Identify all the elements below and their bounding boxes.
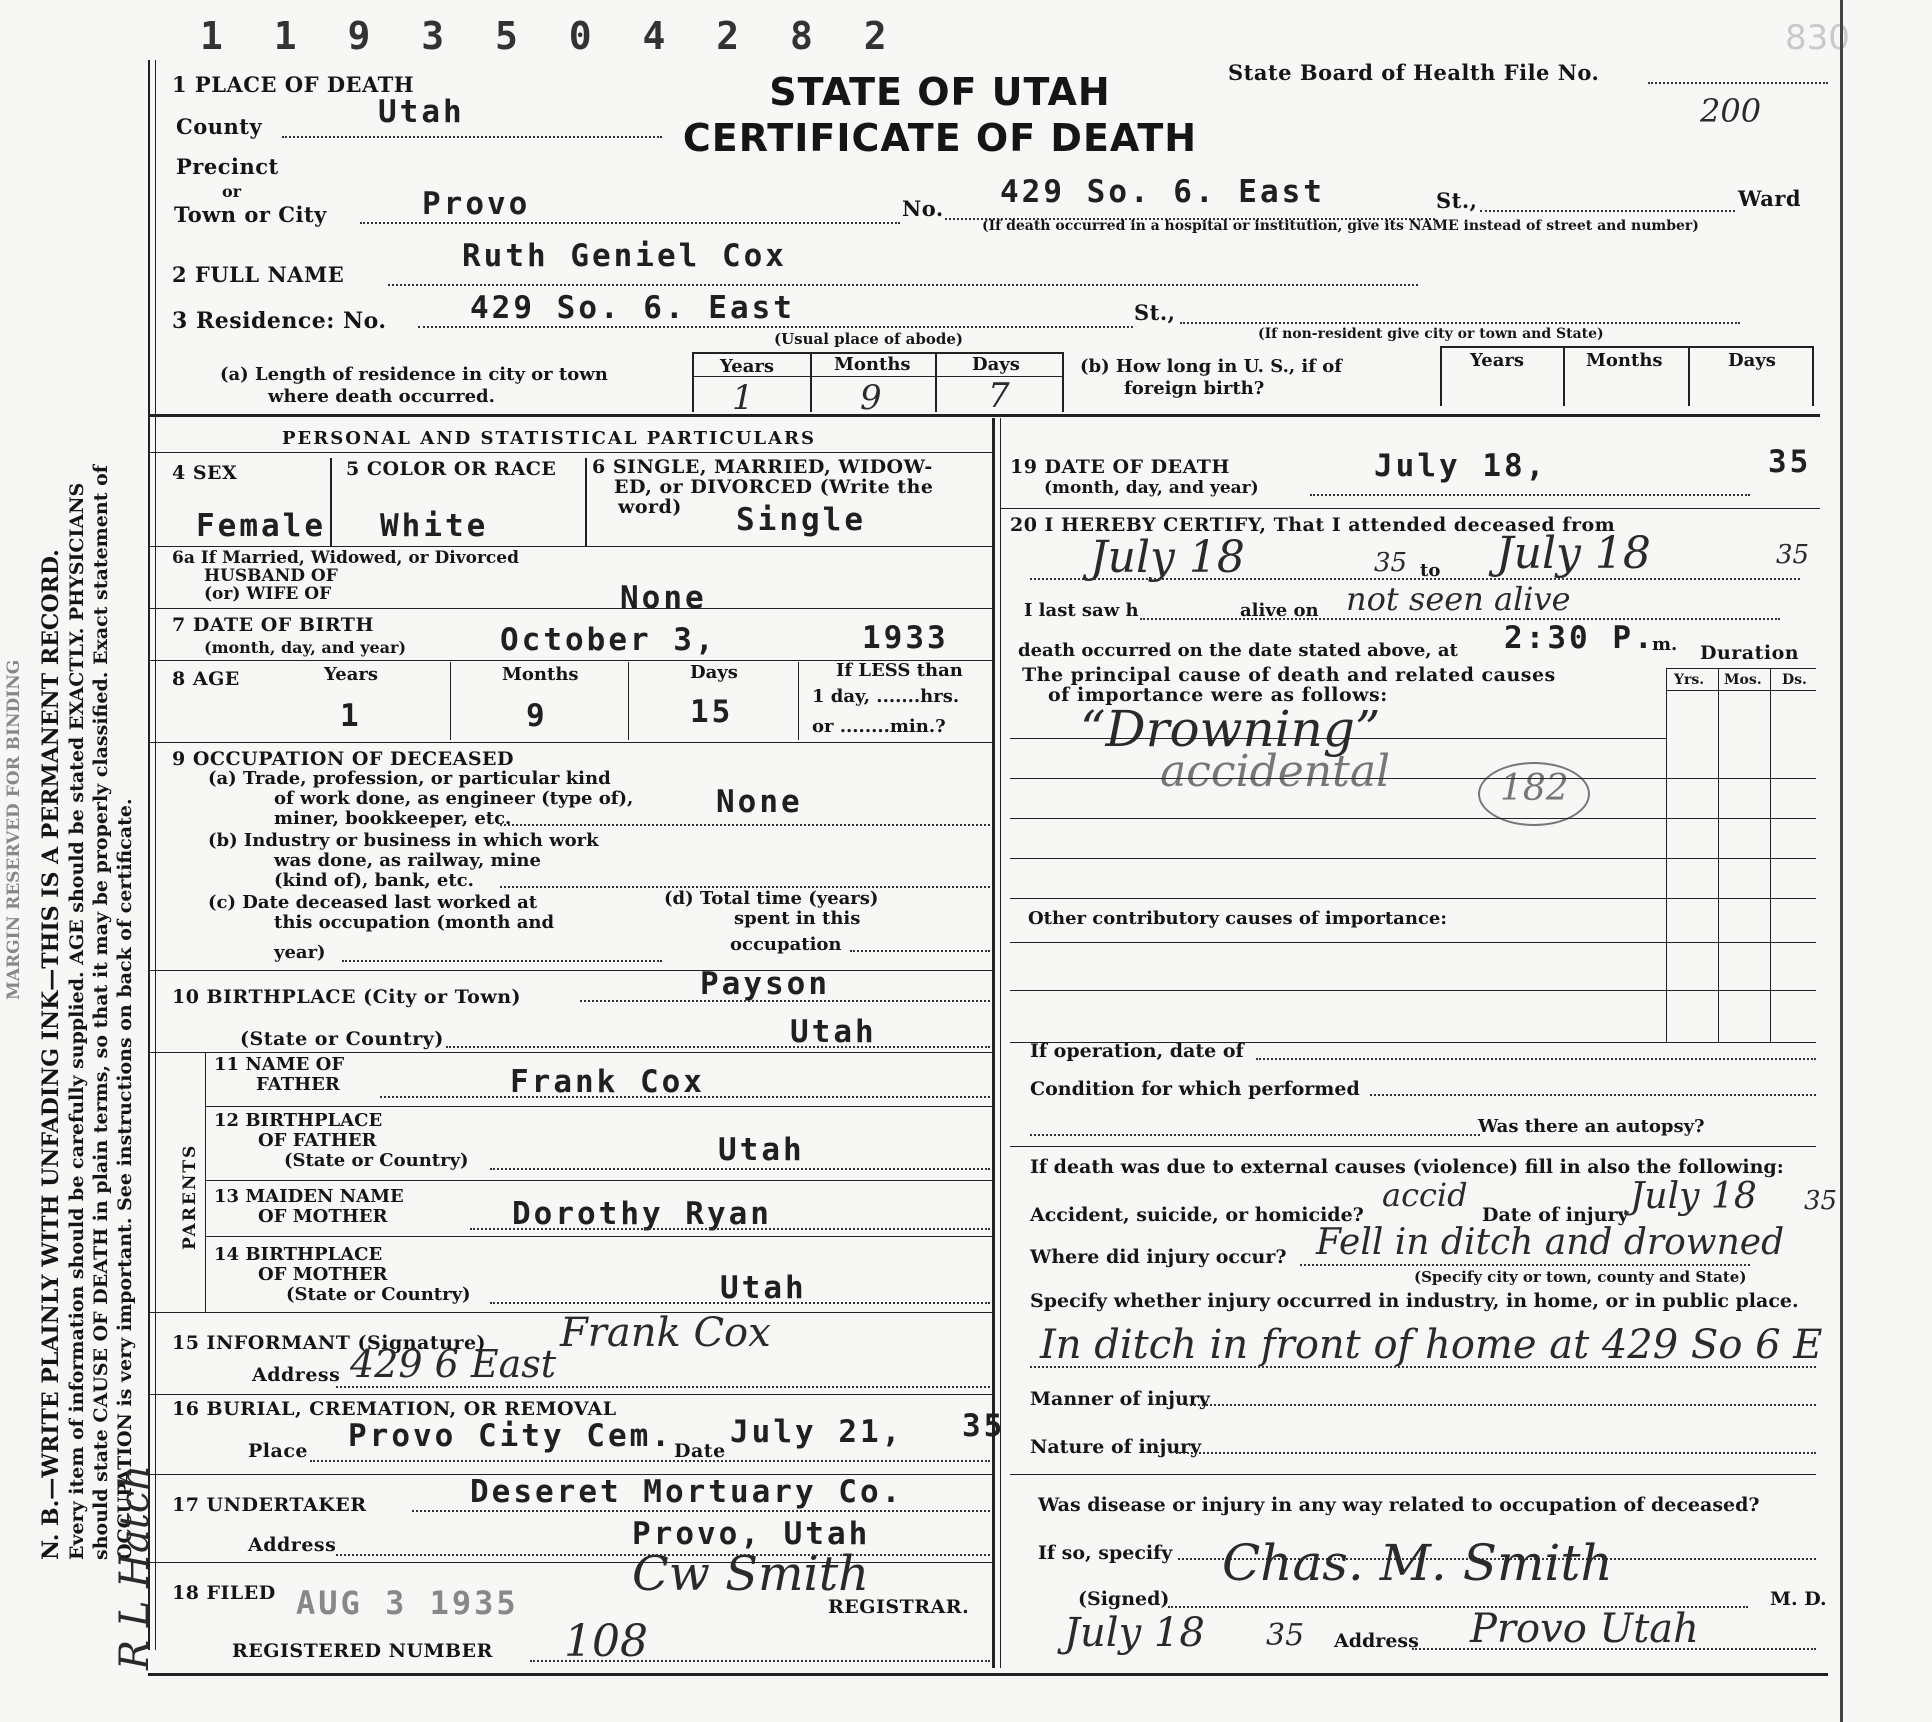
attended-from: July 18: [1090, 532, 1245, 583]
occ-c-3: year): [274, 942, 326, 963]
age-days-header: Days: [690, 662, 738, 683]
physician-signature: Chas. M. Smith: [1222, 1534, 1613, 1592]
alive-on-value: not seen alive: [1346, 580, 1571, 618]
center-divider: [992, 418, 995, 1668]
last-saw-label: I last saw h: [1024, 600, 1139, 621]
residence-label: 3 Residence: No.: [172, 308, 387, 334]
death-time: 2:30 P.: [1504, 620, 1656, 656]
dod-value: July 18,: [1374, 448, 1548, 484]
left-border-inner: [155, 60, 156, 1650]
dob-label-2: (month, day, and year): [204, 638, 407, 657]
condition-label: Condition for which performed: [1030, 1078, 1360, 1100]
external-causes-label: If death was due to external causes (violence) fill in also the following:: [1030, 1156, 1784, 1178]
less-than-label-3: or ........min.?: [812, 716, 946, 737]
town-label: Town or City: [174, 202, 327, 227]
informant-address: 429 6 East: [350, 1342, 557, 1386]
street-value: 429 So. 6. East: [1000, 174, 1325, 210]
physician-address: Provo Utah: [1470, 1606, 1699, 1652]
father-label-2: FATHER: [256, 1074, 340, 1095]
left-border: [148, 60, 150, 1650]
operation-label: If operation, date of: [1030, 1040, 1244, 1062]
length-residence-label-2: where death occurred.: [268, 386, 495, 407]
us-label-1: (b) How long in U. S., if of: [1080, 356, 1342, 377]
abode-note: (Usual place of abode): [774, 330, 963, 348]
mother-bp-label-1: 14 BIRTHPLACE: [214, 1244, 383, 1265]
dod-year: 35: [1768, 444, 1812, 480]
ward-label: Ward: [1738, 186, 1802, 211]
marital-label-3: word): [618, 496, 682, 518]
residence-months-header: Months: [834, 354, 911, 375]
signed-date: July 18: [1064, 1610, 1205, 1656]
color-value: White: [380, 508, 489, 544]
instructions-line-1: Every item of information should be carefully supplied. AGE should be stated EXACTLY. PHYSICIANS: [66, 482, 88, 1560]
duration-mos-header: Mos.: [1724, 672, 1762, 688]
street-no-label: No.: [902, 196, 944, 221]
paper-edge: [1840, 0, 1843, 1722]
board-file-label: State Board of Health File No.: [1228, 60, 1600, 85]
county-value: Utah: [378, 94, 465, 130]
where-injury-label: Where did injury occur?: [1030, 1246, 1287, 1268]
cause-label-1: The principal cause of death and related causes: [1022, 664, 1556, 686]
mother-label-1: 13 MAIDEN NAME: [214, 1186, 404, 1207]
st-label: St.,: [1436, 188, 1478, 213]
precinct-label: Precinct: [176, 154, 279, 179]
birthplace-state-label: (State or Country): [240, 1028, 444, 1050]
manner-label: Manner of injury: [1030, 1388, 1210, 1410]
dod-label-1: 19 DATE OF DEATH: [1010, 456, 1230, 478]
registrar-label: REGISTRAR.: [828, 1596, 970, 1618]
occ-d-1: (d) Total time (years): [664, 888, 879, 909]
state-title: STATE OF UTAH: [769, 70, 1111, 114]
signed-label: (Signed): [1078, 1588, 1170, 1610]
instructions-line-3: OCCUPATION is very important. See instructions on back of certificate.: [114, 798, 136, 1560]
nb-line: N. B.—WRITE PLAINLY WITH UNFADING INK—THIS IS A PERMANENT RECORD.: [38, 549, 64, 1560]
dob-year: 1933: [862, 620, 949, 656]
duration-yrs-header: Yrs.: [1674, 672, 1705, 688]
corner-number: 830: [1785, 18, 1850, 58]
undertaker-label: 17 UNDERTAKER: [172, 1494, 367, 1516]
dod-label-2: (month, day, and year): [1044, 478, 1259, 498]
bottom-border: [148, 1673, 1828, 1676]
informant-label: 15 INFORMANT (Signature): [172, 1332, 487, 1354]
accident-value: accid: [1382, 1176, 1468, 1214]
physician-address-label: Address: [1334, 1630, 1419, 1652]
undertaker-address-label: Address: [248, 1534, 337, 1556]
nature-label: Nature of injury: [1030, 1436, 1202, 1458]
or-label: or: [222, 182, 242, 201]
duration-ds-header: Ds.: [1782, 672, 1807, 688]
occ-a-1: (a) Trade, profession, or particular kind: [208, 768, 611, 789]
less-than-label-1: If LESS than: [836, 660, 963, 681]
us-days-header: Days: [1728, 350, 1776, 371]
occ-b-3: (kind of), bank, etc.: [274, 870, 474, 891]
father-bp-label-3: (State or Country): [284, 1150, 469, 1171]
autopsy-label: Was there an autopsy?: [1478, 1116, 1705, 1137]
signed-year: 35: [1266, 1618, 1305, 1653]
occupation-value: None: [716, 784, 803, 820]
mother-label-2: OF MOTHER: [258, 1206, 388, 1227]
age-months: 9: [526, 698, 548, 734]
parents-label: PARENTS: [180, 1143, 200, 1250]
accident-label: Accident, suicide, or homicide?: [1030, 1204, 1364, 1226]
occ-b-1: (b) Industry or business in which work: [208, 830, 599, 851]
residence-days: 7: [988, 376, 1010, 416]
registrar-signature: Cw Smith: [632, 1546, 870, 1602]
nonresident-note: (If non-resident give city or town and State): [1258, 326, 1604, 342]
father-bp-label-2: OF FATHER: [258, 1130, 377, 1151]
residence-days-header: Days: [972, 354, 1020, 375]
us-label-2: foreign birth?: [1124, 378, 1265, 399]
margin-signature: R L Hatch: [112, 1464, 158, 1670]
md-label: M. D.: [1770, 1588, 1827, 1610]
file-number-stamp: 1 1 9 3 5 0 4 2 8 2: [200, 14, 901, 58]
filed-stamp: AUG 3 1935: [296, 1584, 519, 1622]
spouse-label-3: (or) WIFE OF: [204, 584, 332, 604]
injury-year: 35: [1804, 1186, 1838, 1216]
us-years-header: Years: [1470, 350, 1525, 371]
principal-cause: “Drowning”: [1080, 700, 1381, 758]
town-value: Provo: [422, 186, 531, 222]
father-bp-label-1: 12 BIRTHPLACE: [214, 1110, 383, 1131]
burial-place: Provo City Cem.: [348, 1418, 673, 1454]
age-days: 15: [690, 694, 734, 730]
father-birthplace: Utah: [718, 1132, 805, 1168]
occupation-label: 9 OCCUPATION OF DECEASED: [172, 748, 515, 770]
burial-date: July 21,: [730, 1414, 904, 1450]
attended-to-year: 35: [1776, 540, 1810, 570]
specify-place-note: (Specify city or town, county and State): [1414, 1268, 1747, 1286]
mother-bp-label-3: (State or Country): [286, 1284, 471, 1305]
county-label: County: [176, 114, 263, 139]
occ-d-2: spent in this: [734, 908, 861, 929]
spouse-label-2: HUSBAND OF: [204, 566, 338, 586]
length-residence-label-1: (a) Length of residence in city or town: [220, 364, 608, 385]
duration-label: Duration: [1700, 642, 1800, 664]
father-name: Frank Cox: [510, 1064, 705, 1100]
spouse-label-1: 6a If Married, Widowed, or Divorced: [172, 548, 519, 568]
personal-header: PERSONAL AND STATISTICAL PARTICULARS: [282, 428, 817, 449]
registered-number-label: REGISTERED NUMBER: [232, 1640, 493, 1662]
death-occurred-label: death occurred on the date stated above, at: [1018, 640, 1458, 661]
cause-label-2: of importance were as follows:: [1048, 684, 1388, 706]
contributory-label: Other contributory causes of importance:: [1028, 908, 1447, 929]
classification-code: 182: [1500, 768, 1569, 809]
full-name-value: Ruth Geniel Cox: [462, 238, 787, 274]
occ-a-3: miner, bookkeeper, etc.: [274, 808, 512, 829]
father-label-1: 11 NAME OF: [214, 1054, 345, 1075]
sex-value: Female: [196, 508, 326, 544]
occ-c-1: (c) Date deceased last worked at: [208, 892, 538, 913]
binding-margin-note: MARGIN RESERVED FOR BINDING: [4, 659, 24, 1000]
residence-months: 9: [860, 378, 882, 418]
principal-cause-2: accidental: [1160, 746, 1391, 797]
color-label: 5 COLOR OR RACE: [346, 458, 557, 480]
dob-label-1: 7 DATE OF BIRTH: [172, 614, 374, 636]
place-of-death-label: 1 PLACE OF DEATH: [172, 72, 415, 97]
hospital-note: (If death occurred in a hospital or institution, give its NAME instead of street and number): [982, 218, 1699, 234]
age-months-header: Months: [502, 664, 579, 685]
certificate-title: CERTIFICATE OF DEATH: [682, 116, 1198, 160]
us-months-header: Months: [1586, 350, 1663, 371]
mother-birthplace: Utah: [720, 1270, 807, 1306]
marital-value: Single: [736, 502, 866, 538]
less-than-label-2: 1 day, .......hrs.: [812, 686, 960, 707]
mother-bp-label-2: OF MOTHER: [258, 1264, 388, 1285]
birthplace-state: Utah: [790, 1014, 877, 1050]
residence-st-label: St.,: [1134, 300, 1176, 325]
burial-year: 35: [962, 1408, 1006, 1444]
burial-place-label: Place: [248, 1440, 308, 1462]
to-label: to: [1420, 560, 1441, 581]
where-injury-value: Fell in ditch and drowned: [1316, 1222, 1785, 1263]
birthplace-label: 10 BIRTHPLACE (City or Town): [172, 986, 522, 1008]
m-label: m.: [1652, 634, 1678, 655]
filed-label: 18 FILED: [172, 1582, 276, 1604]
dob-value: October 3,: [500, 622, 717, 658]
occ-d-3: occupation: [730, 934, 842, 955]
instructions-line-2: should state CAUSE OF DEATH in plain terms, so that it may be properly classified. Exact statement of: [90, 465, 112, 1560]
section-divider: [148, 414, 1820, 417]
burial-date-label: Date: [674, 1440, 726, 1462]
attended-to: July 18: [1496, 528, 1651, 579]
residence-value: 429 So. 6. East: [470, 290, 795, 326]
occupation-related-label: Was disease or injury in any way related to occupation of deceased?: [1038, 1494, 1760, 1516]
full-name-label: 2 FULL NAME: [172, 262, 345, 287]
age-years: 1: [340, 698, 362, 734]
age-years-header: Years: [324, 664, 379, 685]
residence-years-header: Years: [720, 356, 775, 377]
injury-date-label: Date of injury: [1482, 1204, 1629, 1226]
informant-address-label: Address: [252, 1364, 341, 1386]
residence-years: 1: [732, 378, 754, 418]
occ-c-2: this occupation (month and: [274, 912, 555, 933]
birthplace-city: Payson: [700, 966, 830, 1002]
mother-name: Dorothy Ryan: [512, 1196, 772, 1232]
undertaker-value: Deseret Mortuary Co.: [470, 1474, 904, 1510]
burial-label: 16 BURIAL, CREMATION, OR REMOVAL: [172, 1398, 617, 1420]
alive-on-label: alive on: [1240, 600, 1319, 621]
spouse-value: None: [620, 580, 707, 616]
occ-a-2: of work done, as engineer (type of),: [274, 788, 634, 809]
attended-from-year: 35: [1374, 548, 1408, 578]
registered-number: 108: [564, 1616, 648, 1667]
industry-label: Specify whether injury occurred in industry, in home, or in public place.: [1030, 1290, 1799, 1312]
age-label: 8 AGE: [172, 668, 240, 690]
industry-value: In ditch in front of home at 429 So 6 E: [1040, 1322, 1823, 1368]
undertaker-address: Provo, Utah: [632, 1516, 871, 1552]
marital-label-1: 6 SINGLE, MARRIED, WIDOW-: [592, 456, 933, 478]
marital-label-2: ED, or DIVORCED (Write the: [614, 476, 934, 498]
injury-date: July 18: [1630, 1176, 1757, 1217]
board-file-number: 200: [1700, 92, 1762, 130]
occ-b-2: was done, as railway, mine: [274, 850, 541, 871]
sex-label: 4 SEX: [172, 462, 238, 484]
informant-signature: Frank Cox: [560, 1310, 771, 1356]
if-so-label: If so, specify: [1038, 1542, 1173, 1564]
certify-label: 20 I HEREBY CERTIFY, That I attended deceased from: [1010, 514, 1616, 536]
